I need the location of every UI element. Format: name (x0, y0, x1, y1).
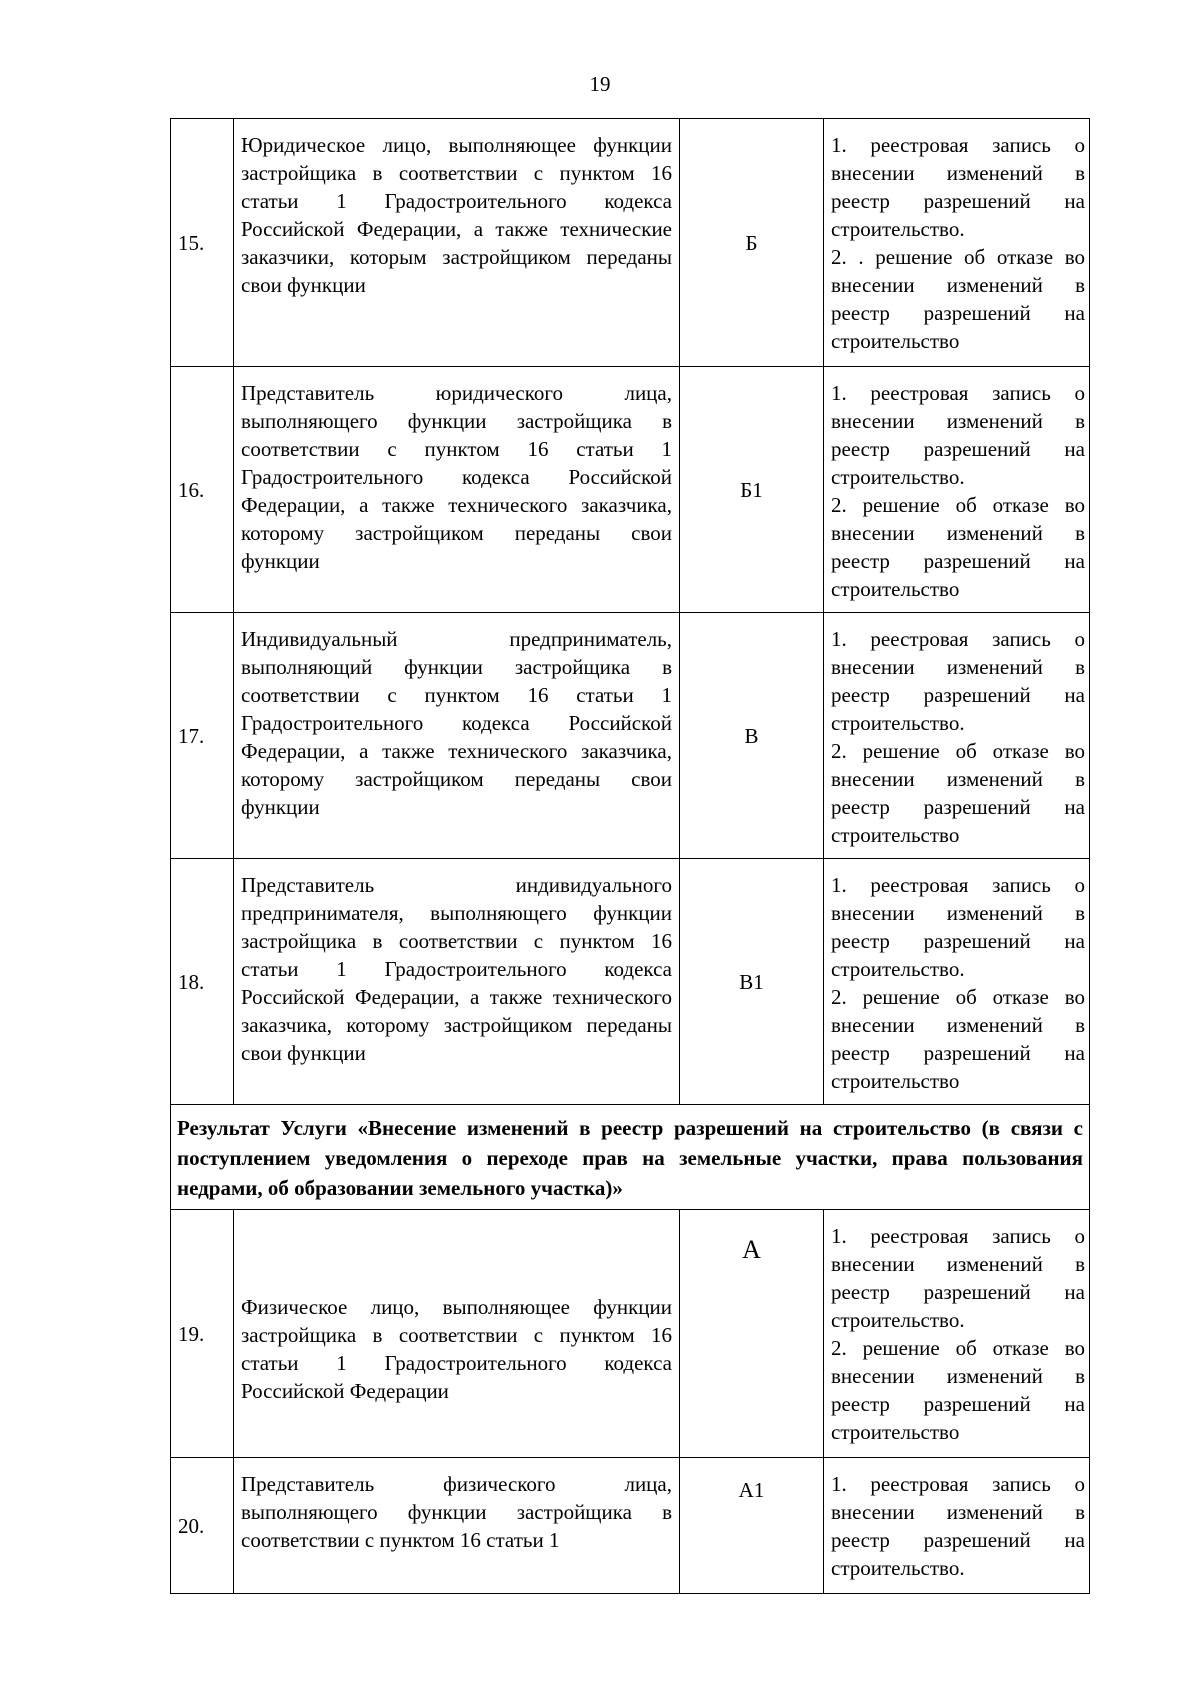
applicant-text: Представитель физического лица, выполняющего функции застройщика в соответствии с пунктом 16 статьи 1 (241, 1472, 672, 1552)
table-row (171, 367, 1090, 613)
table-row (171, 859, 1090, 1105)
applicant-text: Физическое лицо, выполняющее функции застройщика в соответствии с пунктом 16 статьи 1 Градостроительного кодекса Российской Федерации (241, 1294, 672, 1403)
result-item: 2. решение об отказе во внесении изменений в реестр разрешений на строительство (831, 493, 1085, 601)
applicant-cell (234, 1458, 680, 1594)
result-item: 1. реестровая запись о внесении изменений в реестр разрешений на строительство. (831, 133, 1085, 241)
applicant-text: Индивидуальный предприниматель, выполняющий функции застройщика в соответствии с пунктом 16 статьи 1 Градостроительного кодекса Российской Федерации, а также технического заказчика, которому застройщиком переданы свои функции (241, 627, 672, 819)
result-item: 2. решение об отказе во внесении изменений в реестр разрешений на строительство (831, 985, 1085, 1093)
row-number: 19. (171, 1210, 234, 1458)
result-table (170, 118, 1090, 1594)
result-cell (824, 119, 1090, 367)
applicant-text: Юридическое лицо, выполняющее функции застройщика в соответствии с пунктом 16 статьи 1 Градостроительного кодекса Российской Федерации, а также технические заказчики, которым застройщиком переданы свои функции (241, 133, 672, 297)
result-item: 1. реестровая запись о внесении изменений в реестр разрешений на строительство. (831, 1224, 1085, 1332)
result-cell (824, 1210, 1090, 1458)
table-row (171, 1210, 1090, 1458)
applicant-cell (234, 367, 680, 613)
result-cell (824, 1458, 1090, 1594)
applicant-cell (234, 859, 680, 1105)
result-item: 2. . решение об отказе во внесении изменений в реестр разрешений на строительство (831, 245, 1085, 353)
result-item: 1. реестровая запись о внесении изменений в реестр разрешений на строительство. (831, 873, 1085, 981)
code-cell (680, 1458, 824, 1594)
code-cell: Б1 (680, 367, 824, 613)
applicant-text: Представитель индивидуального предпринимателя, выполняющего функции застройщика в соответствии с пунктом 16 статьи 1 Градостроительного кодекса Российской Федерации, а также технического заказчика, которому застройщиком переданы свои функции (241, 873, 672, 1065)
code-cell (680, 1210, 824, 1458)
row-number: 20. (171, 1458, 234, 1594)
table-row (171, 613, 1090, 859)
result-cell (824, 613, 1090, 859)
code-cell: Б (680, 119, 824, 367)
result-item: 1. реестровая запись о внесении изменений в реестр разрешений на строительство. (831, 1472, 1085, 1580)
result-item: 2. решение об отказе во внесении изменений в реестр разрешений на строительство (831, 739, 1085, 847)
page-number: 19 (589, 72, 611, 96)
section-title: Результат Услуги «Внесение изменений в реестр разрешений на строительство (в связи с поступлением уведомления о переходе прав на земельные участки, права пользования недрами, об образовании земельного участка)» (171, 1105, 1090, 1210)
code-value: А1 (738, 1478, 765, 1502)
row-number: 18. (171, 859, 234, 1105)
row-number: 15. (171, 119, 234, 367)
table-row (171, 119, 1090, 367)
result-item: 2. решение об отказе во внесении изменений в реестр разрешений на строительство (831, 1336, 1085, 1444)
applicant-cell (234, 613, 680, 859)
applicant-text: Представитель юридического лица, выполняющего функции застройщика в соответствии с пунктом 16 статьи 1 Градостроительного кодекса Российской Федерации, а также технического заказчика, которому застройщиком переданы свои функции (241, 381, 672, 573)
row-number: 16. (171, 367, 234, 613)
result-cell (824, 367, 1090, 613)
result-cell (824, 859, 1090, 1105)
section-header-row (171, 1105, 1090, 1210)
result-item: 1. реестровая запись о внесении изменений в реестр разрешений на строительство. (831, 627, 1085, 735)
applicant-cell (234, 119, 680, 367)
code-value: А (742, 1235, 761, 1264)
table-row (171, 1458, 1090, 1594)
code-cell: В (680, 613, 824, 859)
row-number: 17. (171, 613, 234, 859)
result-item: 1. реестровая запись о внесении изменений в реестр разрешений на строительство. (831, 381, 1085, 489)
applicant-cell (234, 1210, 680, 1458)
code-cell: В1 (680, 859, 824, 1105)
